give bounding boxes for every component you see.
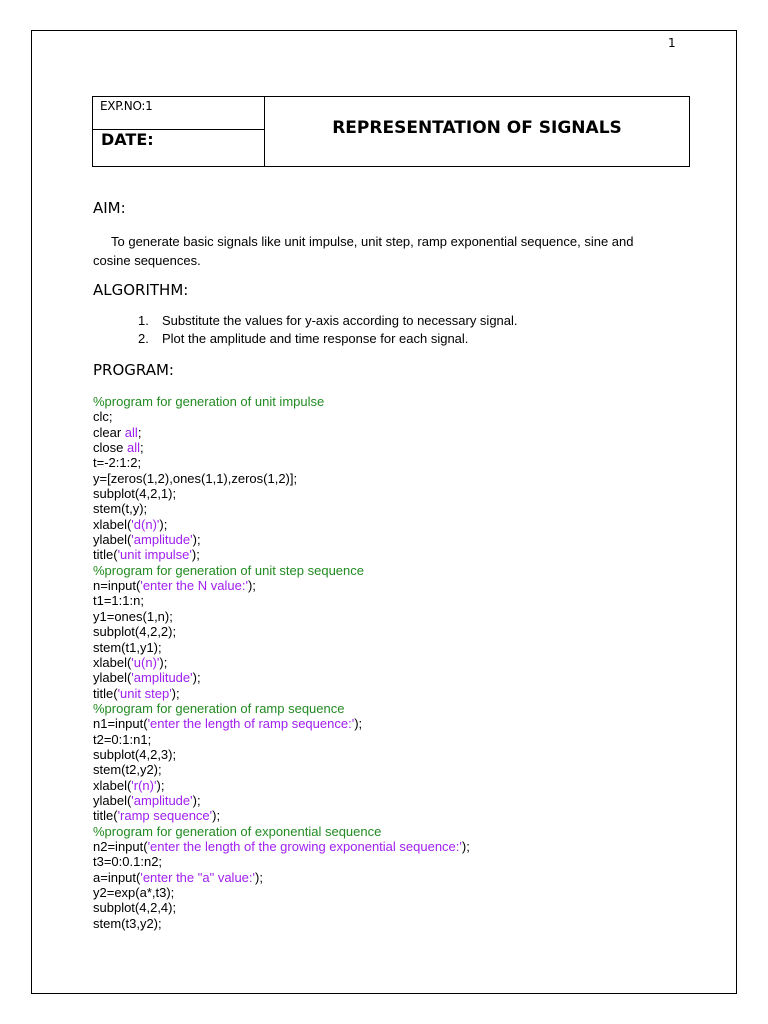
code-text: y1=ones(1,n);: [93, 608, 173, 624]
code-string: 'r(n)': [131, 777, 157, 793]
code-line: [93, 563, 470, 578]
code-text: );: [461, 838, 470, 854]
page-number: 1: [668, 36, 676, 50]
code-comment: %program for generation of ramp sequence: [93, 700, 345, 716]
code-string: 'enter the length of the growing exponential sequence:': [147, 838, 462, 854]
code-line: [93, 839, 470, 854]
algorithm-step: [138, 330, 518, 348]
code-comment: %program for generation of unit step sequence: [93, 562, 365, 578]
code-text: subplot(4,2,3);: [93, 746, 177, 762]
program-code: [93, 394, 470, 931]
code-text: ;: [139, 440, 144, 456]
code-text: title(: [93, 808, 118, 824]
code-text: );: [192, 532, 201, 548]
code-text: stem(t3,y2);: [93, 915, 162, 931]
code-text: );: [159, 654, 168, 670]
code-text: ylabel(: [93, 532, 132, 548]
code-line: [93, 409, 470, 424]
date-label: DATE:: [101, 130, 154, 149]
code-string: 'enter the length of ramp sequence:': [147, 716, 355, 732]
code-string: 'd(n)': [131, 516, 160, 532]
code-line: [93, 686, 470, 701]
code-text: );: [156, 777, 165, 793]
algorithm-step-number: 2.: [138, 331, 149, 346]
code-string: 'enter the N value:': [140, 578, 248, 594]
code-text: stem(t,y);: [93, 501, 148, 517]
code-line: [93, 916, 470, 931]
code-line: [93, 578, 470, 593]
code-line: [93, 670, 470, 685]
header-table: [92, 96, 690, 167]
code-line: [93, 455, 470, 470]
code-string: all: [126, 440, 140, 456]
algorithm-list: [138, 312, 518, 348]
code-text: );: [247, 578, 256, 594]
code-line: [93, 793, 470, 808]
code-text: xlabel(: [93, 654, 132, 670]
code-text: subplot(4,2,4);: [93, 900, 177, 916]
code-line: [93, 808, 470, 823]
code-string: 'unit step': [117, 685, 172, 701]
code-line: [93, 778, 470, 793]
algorithm-step: [138, 312, 518, 330]
code-comment: %program for generation of unit impulse: [93, 394, 325, 409]
code-text: subplot(4,2,2);: [93, 624, 177, 640]
code-text: );: [159, 516, 168, 532]
code-line: [93, 609, 470, 624]
code-string: 'ramp sequence': [117, 808, 213, 824]
program-heading: PROGRAM:: [93, 361, 174, 379]
code-line: [93, 471, 470, 486]
code-line: [93, 762, 470, 777]
code-text: ylabel(: [93, 792, 132, 808]
code-text: t3=0:0.1:n2;: [93, 854, 163, 870]
code-text: title(: [93, 685, 118, 701]
algorithm-step-text: Plot the amplitude and time response for each signal.: [162, 331, 469, 346]
code-string: 'u(n)': [131, 654, 160, 670]
code-line: [93, 440, 470, 455]
code-text: n1=input(: [93, 716, 148, 732]
code-text: a=input(: [93, 869, 141, 885]
code-line: [93, 716, 470, 731]
code-line: [93, 655, 470, 670]
code-text: y=[zeros(1,2),ones(1,1),zeros(1,2)];: [93, 470, 298, 486]
code-line: [93, 517, 470, 532]
code-text: stem(t2,y2);: [93, 762, 162, 778]
code-text: ylabel(: [93, 670, 132, 686]
code-comment: %program for generation of exponential sequence: [93, 823, 382, 839]
document-title: REPRESENTATION OF SIGNALS: [332, 118, 622, 138]
code-text: n2=input(: [93, 838, 148, 854]
code-text: );: [192, 670, 201, 686]
code-text: );: [191, 547, 200, 563]
code-text: clc;: [93, 409, 113, 425]
code-string: 'amplitude': [131, 792, 193, 808]
code-text: );: [192, 792, 201, 808]
code-line: [93, 824, 470, 839]
code-text: );: [171, 685, 180, 701]
code-line: [93, 532, 470, 547]
code-line: [93, 425, 470, 440]
code-line: [93, 732, 470, 747]
algorithm-step-text: Substitute the values for y-axis according to necessary signal.: [162, 313, 518, 328]
code-string: all: [124, 424, 138, 440]
aim-heading: AIM:: [93, 199, 126, 217]
code-line: [93, 486, 470, 501]
code-string: 'amplitude': [131, 532, 193, 548]
code-text: t=-2:1:2;: [93, 455, 142, 471]
code-line: [93, 593, 470, 608]
code-string: 'enter the "a" value:': [140, 869, 255, 885]
code-text: t1=1:1:n;: [93, 593, 144, 609]
code-text: clear: [93, 424, 125, 440]
code-text: close: [93, 440, 127, 456]
code-text: y2=exp(a*,t3);: [93, 885, 175, 900]
code-string: 'amplitude': [131, 670, 193, 686]
code-text: );: [354, 716, 363, 732]
code-line: [93, 870, 470, 885]
code-line: [93, 747, 470, 762]
code-line: [93, 501, 470, 516]
code-text: n=input(: [93, 578, 141, 594]
code-line: [93, 394, 470, 409]
code-text: subplot(4,2,1);: [93, 486, 177, 502]
exp-no-label: EXP.NO:1: [100, 99, 153, 113]
code-line: [93, 640, 470, 655]
code-text: stem(t1,y1);: [93, 639, 162, 655]
code-line: [93, 701, 470, 716]
algorithm-step-number: 1.: [138, 313, 149, 328]
code-text: xlabel(: [93, 777, 132, 793]
code-line: [93, 885, 470, 900]
code-line: [93, 547, 470, 562]
code-text: title(: [93, 547, 118, 563]
code-text: ;: [137, 424, 142, 440]
algorithm-heading: ALGORITHM:: [93, 281, 189, 299]
code-line: [93, 624, 470, 639]
code-text: t2=0:1:n1;: [93, 731, 152, 747]
code-string: 'unit impulse': [117, 547, 192, 563]
code-line: [93, 854, 470, 869]
header-left-cell: [93, 97, 265, 166]
code-text: xlabel(: [93, 516, 132, 532]
code-line: [93, 900, 470, 915]
aim-text: To generate basic signals like unit impulse, unit step, ramp exponential sequence, sine and cosine sequences.: [93, 234, 634, 268]
code-text: );: [212, 808, 221, 824]
code-text: );: [255, 869, 263, 885]
